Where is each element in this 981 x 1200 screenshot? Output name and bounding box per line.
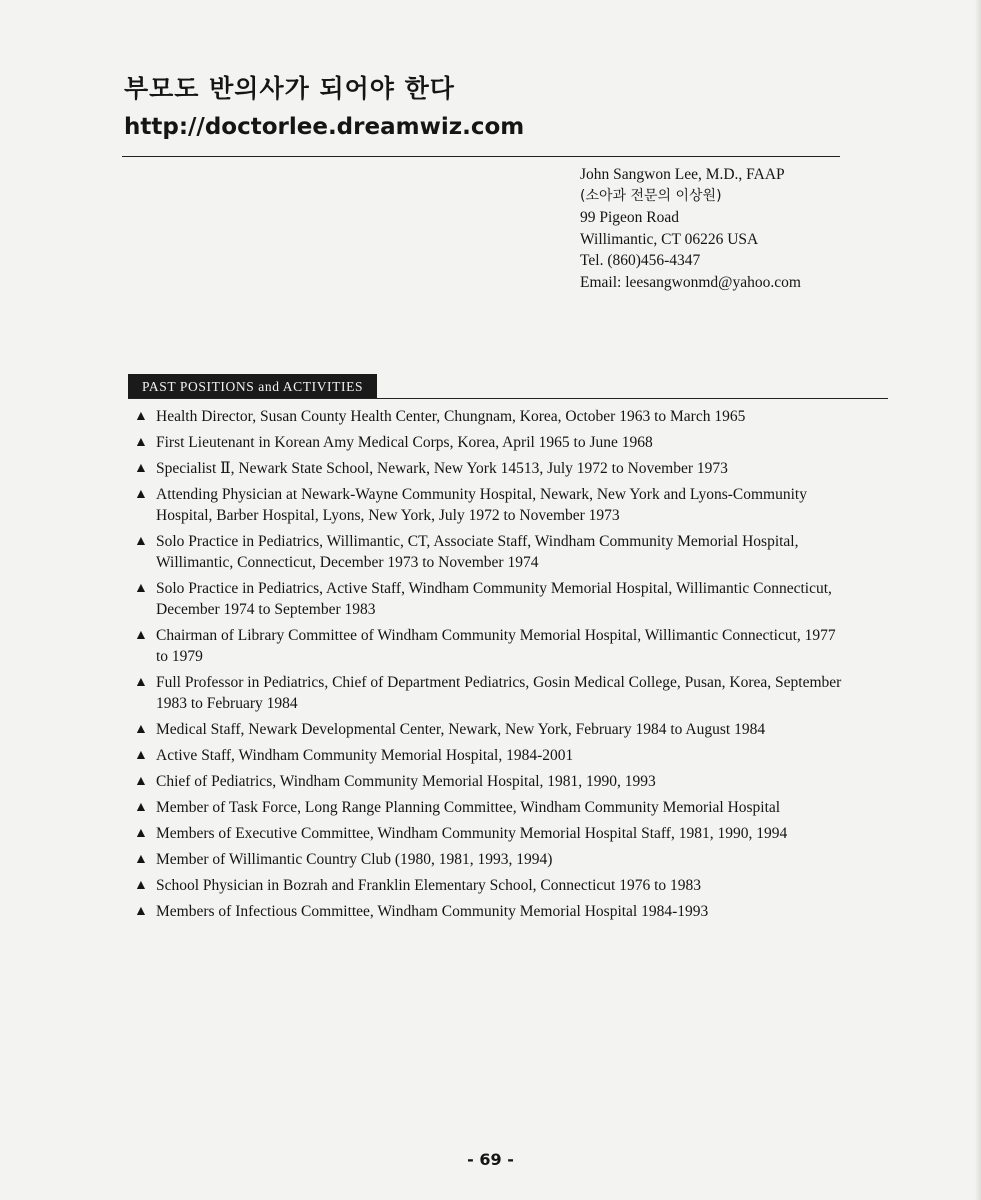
contact-block	[580, 164, 801, 293]
black-triangle-icon: ▲	[134, 435, 148, 450]
korean-title: 부모도 반의사가 되어야 한다	[124, 74, 455, 103]
list-item-text: Members of Executive Committee, Windham Community Memorial Hospital Staff, 1981, 1990, 1994	[156, 825, 788, 842]
list-item	[134, 771, 846, 792]
list-item-text: Health Director, Susan County Health Center, Chungnam, Korea, October 1963 to March 1965	[156, 408, 746, 425]
black-triangle-icon: ▲	[134, 748, 148, 763]
list-item	[134, 672, 846, 714]
list-item-text: Attending Physician at Newark-Wayne Community Hospital, Newark, New York and Lyons-Community Hospital, Barber Hospital, Lyons, New York, July 1972 to November 1973	[156, 486, 807, 524]
black-triangle-icon: ▲	[134, 774, 148, 789]
list-item	[134, 875, 846, 896]
list-item-text: Chief of Pediatrics, Windham Community Memorial Hospital, 1981, 1990, 1993	[156, 773, 656, 790]
list-item-text: Medical Staff, Newark Developmental Center, Newark, New York, February 1984 to August 1984	[156, 721, 766, 738]
list-item	[134, 901, 846, 922]
list-item	[134, 719, 846, 740]
list-item-text: Members of Infectious Committee, Windham Community Memorial Hospital 1984-1993	[156, 903, 709, 920]
black-triangle-icon: ▲	[134, 628, 148, 643]
black-triangle-icon: ▲	[134, 581, 148, 596]
list-item-text: Solo Practice in Pediatrics, Willimantic, CT, Associate Staff, Windham Community Memorial Hospital, Willimantic, Connecticut, December 1973 to November 1974	[156, 533, 799, 571]
list-item-text: Solo Practice in Pediatrics, Active Staff, Windham Community Memorial Hospital, Willimantic Connecticut, December 1974 to September 1983	[156, 580, 832, 618]
list-item-text: Specialist Ⅱ, Newark State School, Newark, New York 14513, July 1972 to November 1973	[156, 460, 728, 477]
page-number: - 69 -	[467, 1150, 514, 1169]
list-item-text: School Physician in Bozrah and Franklin Elementary School, Connecticut 1976 to 1983	[156, 877, 701, 894]
black-triangle-icon: ▲	[134, 534, 148, 549]
black-triangle-icon: ▲	[134, 722, 148, 737]
positions-list	[134, 406, 846, 927]
contact-phone: Tel. (860)456-4347	[580, 252, 701, 269]
contact-email: Email: leesangwonmd@yahoo.com	[580, 273, 801, 291]
list-item	[134, 458, 846, 479]
black-triangle-icon: ▲	[134, 487, 148, 502]
list-item	[134, 578, 846, 620]
list-item	[134, 531, 846, 573]
list-item	[134, 745, 846, 766]
black-triangle-icon: ▲	[134, 904, 148, 919]
black-triangle-icon: ▲	[134, 800, 148, 815]
list-item	[134, 625, 846, 667]
black-triangle-icon: ▲	[134, 852, 148, 867]
section-title: PAST POSITIONS and ACTIVITIES	[128, 374, 377, 398]
list-item-text: First Lieutenant in Korean Amy Medical Corps, Korea, April 1965 to June 1968	[156, 434, 653, 451]
list-item	[134, 406, 846, 427]
black-triangle-icon: ▲	[134, 461, 148, 476]
black-triangle-icon: ▲	[134, 675, 148, 690]
list-item-text: Member of Task Force, Long Range Planning Committee, Windham Community Memorial Hospital	[156, 799, 781, 816]
black-triangle-icon: ▲	[134, 878, 148, 893]
list-item-text: Member of Willimantic Country Club (1980, 1981, 1993, 1994)	[156, 851, 553, 868]
list-item	[134, 797, 846, 818]
list-item	[134, 432, 846, 453]
list-item-text: Chairman of Library Committee of Windham Community Memorial Hospital, Willimantic Connecticut, 1977 to 1979	[156, 627, 836, 665]
page-edge-shadow	[975, 0, 981, 1200]
contact-name: John Sangwon Lee, M.D., FAAP	[580, 166, 785, 183]
contact-korean-name: (소아과 전문의 이상원)	[580, 187, 722, 204]
black-triangle-icon: ▲	[134, 409, 148, 424]
contact-street: 99 Pigeon Road	[580, 209, 680, 226]
page-header	[124, 72, 524, 142]
list-item	[134, 823, 846, 844]
black-triangle-icon: ▲	[134, 826, 148, 841]
header-divider	[122, 156, 840, 157]
section-heading	[128, 374, 888, 399]
list-item-text: Full Professor in Pediatrics, Chief of Department Pediatrics, Gosin Medical College, Pusan, Korea, September 1983 to February 1984	[156, 674, 842, 712]
site-url: http://doctorlee.dreamwiz.com	[124, 114, 525, 140]
list-item-text: Active Staff, Windham Community Memorial Hospital, 1984-2001	[156, 747, 574, 764]
list-item	[134, 849, 846, 870]
contact-city: Willimantic, CT 06226 USA	[580, 230, 759, 248]
list-item	[134, 484, 846, 526]
